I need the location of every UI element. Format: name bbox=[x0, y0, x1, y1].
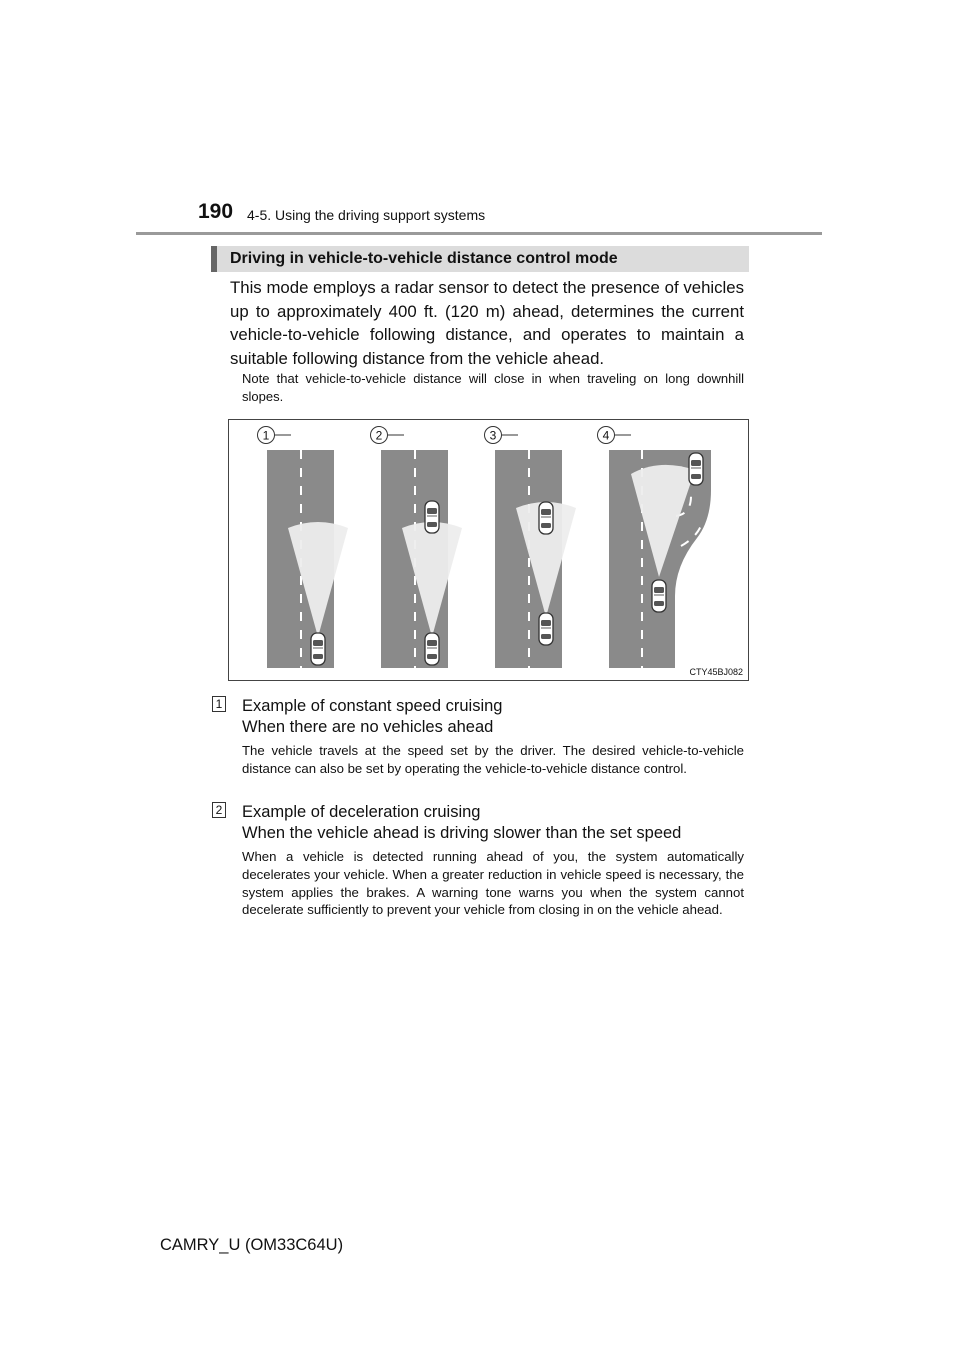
callout-3-label: 3 bbox=[489, 428, 497, 443]
item-title-1: Example of deceleration cruising bbox=[242, 803, 481, 821]
breadcrumb: 4-5. Using the driving support systems bbox=[247, 207, 486, 223]
callout-1-label: 1 bbox=[262, 428, 270, 443]
radar-diagram bbox=[228, 419, 749, 681]
section-title: Driving in vehicle-to-vehicle distance control mode bbox=[230, 250, 618, 267]
item-number-box: 2 bbox=[212, 802, 226, 818]
item-title-2: When there are no vehicles ahead bbox=[242, 718, 494, 736]
item-title-1: Example of constant speed cruising bbox=[242, 697, 503, 715]
header-rule bbox=[136, 232, 822, 235]
item-body: When a vehicle is detected running ahead of you, the system automatically decelerates your vehicle. When a greater reduction in vehicle speed is necessary, the system applies the brakes. A warning tone warns you when the system cannot decelerate sufficiently to prevent your vehicle from closing in on the vehicle ahead. bbox=[242, 849, 744, 918]
intro-paragraph: This mode employs a radar sensor to detect the presence of vehicles up to approximately 400 ft. (120 m) ahead, determines the current vehicle-to-vehicle following distance, and operates to maintain a suitable following distance from the vehicle ahead. bbox=[230, 278, 744, 368]
callout-4 bbox=[598, 427, 632, 444]
callout-2-label: 2 bbox=[375, 428, 383, 443]
item-number-box: 1 bbox=[212, 696, 226, 712]
item-title-2: When the vehicle ahead is driving slower than the set speed bbox=[242, 824, 682, 842]
radar-diagram-canvas bbox=[229, 420, 750, 682]
footer-model-code: CAMRY_U (OM33C64U) bbox=[160, 1236, 344, 1254]
road-scene-1 bbox=[267, 450, 348, 668]
callout-3 bbox=[485, 427, 519, 444]
item-body: The vehicle travels at the speed set by the driver. The desired vehicle-to-vehicle distance can also be set by operating the vehicle-to-vehicle distance control. bbox=[242, 743, 744, 776]
road-scene-4 bbox=[609, 450, 711, 668]
section-heading-bar bbox=[211, 246, 749, 272]
page-number: 190 bbox=[198, 200, 234, 223]
road-scene-2 bbox=[381, 450, 462, 668]
note-paragraph: Note that vehicle-to-vehicle distance will close in when traveling on long downhill slopes. bbox=[242, 371, 744, 404]
callout-4-label: 4 bbox=[602, 428, 610, 443]
callout-1 bbox=[258, 427, 292, 444]
diagram-code: CTY45BJ082 bbox=[689, 667, 743, 677]
road-scene-3 bbox=[495, 450, 576, 668]
callout-2 bbox=[371, 427, 405, 444]
